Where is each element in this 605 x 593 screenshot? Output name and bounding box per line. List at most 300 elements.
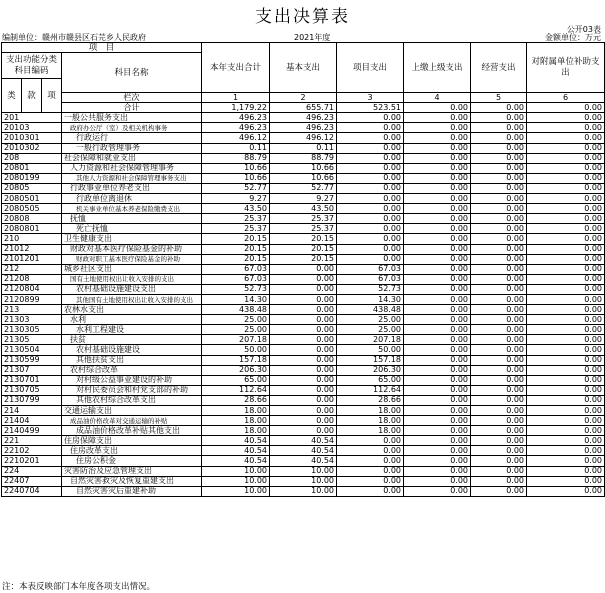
row-value: 25.37 <box>270 214 337 224</box>
row-value: 0.00 <box>337 446 404 456</box>
row-code: 210 <box>2 234 62 244</box>
row-value: 20.15 <box>202 244 270 254</box>
row-value: 0.00 <box>527 355 605 365</box>
row-value: 0.00 <box>270 284 337 294</box>
row-value: 0.00 <box>337 204 404 214</box>
table-row <box>2 274 605 284</box>
row-value: 0.00 <box>471 325 527 335</box>
row-subject-name: 农村综合改革 <box>62 365 202 375</box>
row-value: 65.00 <box>202 375 270 385</box>
table-row <box>2 284 605 294</box>
row-value: 10.00 <box>202 486 270 496</box>
table-row <box>2 204 605 214</box>
row-code: 2080505 <box>2 204 62 214</box>
row-value: 10.00 <box>202 476 270 486</box>
row-subject-name: 机关事业单位基本养老保险缴费支出 <box>62 204 202 214</box>
meta-line <box>2 32 601 42</box>
row-value: 0.00 <box>527 335 605 345</box>
row-value: 67.03 <box>337 264 404 274</box>
row-subject-name: 政府办公厅（室）及相关机构事务 <box>62 123 202 133</box>
row-code: 2101201 <box>2 254 62 264</box>
row-value: 0.00 <box>527 395 605 405</box>
row-value: 0.00 <box>471 335 527 345</box>
row-value: 25.00 <box>202 315 270 325</box>
row-value: 0.00 <box>270 375 337 385</box>
row-value: 0.00 <box>527 123 605 133</box>
row-value: 18.00 <box>337 426 404 436</box>
row-value: 0.00 <box>471 143 527 153</box>
header-basic: 基本支出 <box>270 43 337 93</box>
col-num: 1 <box>202 93 270 103</box>
row-value: 0.00 <box>404 446 471 456</box>
row-value: 52.73 <box>202 284 270 294</box>
row-code: 2130799 <box>2 395 62 405</box>
row-value: 0.00 <box>527 153 605 163</box>
table-row <box>2 234 605 244</box>
row-value: 0.00 <box>471 406 527 416</box>
row-code: 2130504 <box>2 345 62 355</box>
row-value: 0.00 <box>527 194 605 204</box>
table-row <box>2 345 605 355</box>
row-value: 0.00 <box>527 315 605 325</box>
row-value: 40.54 <box>270 446 337 456</box>
row-subject-name: 其他农村综合改革支出 <box>62 395 202 405</box>
row-value: 0.00 <box>404 416 471 426</box>
table-row <box>2 436 605 446</box>
footnote: 注：本表反映部门本年度各项支出情况。 <box>2 582 156 592</box>
row-code: 20801 <box>2 163 62 173</box>
row-value: 0.00 <box>471 436 527 446</box>
row-value: 0.00 <box>527 224 605 234</box>
row-value: 9.27 <box>270 194 337 204</box>
table-row <box>2 325 605 335</box>
row-value: 67.03 <box>202 274 270 284</box>
table-row <box>2 476 605 486</box>
table-row <box>2 446 605 456</box>
table-row <box>2 173 605 183</box>
row-value: 0.00 <box>527 204 605 214</box>
row-subject-name: 其他扶贫支出 <box>62 355 202 365</box>
row-value: 0.00 <box>404 305 471 315</box>
row-value: 157.18 <box>337 355 404 365</box>
row-code: 214 <box>2 406 62 416</box>
row-value: 0.00 <box>527 264 605 274</box>
row-value: 0.00 <box>404 153 471 163</box>
row-value: 438.48 <box>337 305 404 315</box>
row-value: 10.66 <box>270 173 337 183</box>
row-code: 2210201 <box>2 456 62 466</box>
row-value: 0.11 <box>202 143 270 153</box>
row-value: 0.00 <box>404 385 471 395</box>
row-value: 0.00 <box>527 143 605 153</box>
row-value: 0.00 <box>404 173 471 183</box>
row-value: 0.00 <box>471 476 527 486</box>
row-value: 0.00 <box>471 315 527 325</box>
row-value: 0.00 <box>527 113 605 123</box>
row-value: 0.00 <box>404 244 471 254</box>
row-value: 28.66 <box>337 395 404 405</box>
unit-label: 编制单位：赣州市赣县区石芫乡人民政府 <box>2 33 146 42</box>
row-code: 21307 <box>2 365 62 375</box>
row-value: 0.00 <box>404 315 471 325</box>
row-value: 43.50 <box>202 204 270 214</box>
row-value: 0.00 <box>337 224 404 234</box>
row-value: 0.00 <box>337 143 404 153</box>
row-value: 0.00 <box>404 436 471 446</box>
row-subject-name: 成品油价格改革补贴其他支出 <box>62 426 202 436</box>
sum-value: 0.00 <box>404 103 471 113</box>
row-code: 2240704 <box>2 486 62 496</box>
row-value: 10.66 <box>202 173 270 183</box>
row-subject-name: 水利工程建设 <box>62 325 202 335</box>
row-value: 0.00 <box>471 274 527 284</box>
row-value: 0.00 <box>404 113 471 123</box>
header-upper-subsidy: 上缴上级支出 <box>404 43 471 93</box>
row-value: 0.00 <box>337 163 404 173</box>
row-subject-name: 对村民委员会和村党支部的补助 <box>62 385 202 395</box>
row-value: 0.00 <box>471 365 527 375</box>
row-value: 0.00 <box>471 294 527 304</box>
row-value: 496.12 <box>202 133 270 143</box>
row-value: 0.00 <box>471 416 527 426</box>
col-num: 4 <box>404 93 471 103</box>
row-value: 0.00 <box>404 476 471 486</box>
row-value: 0.00 <box>404 375 471 385</box>
row-value: 88.79 <box>202 153 270 163</box>
row-value: 496.12 <box>270 133 337 143</box>
row-subject-name: 卫生健康支出 <box>62 234 202 244</box>
row-value: 0.00 <box>527 436 605 446</box>
row-value: 0.00 <box>270 335 337 345</box>
row-subject-name: 财政对职工基本医疗保险基金的补助 <box>62 254 202 264</box>
row-value: 20.15 <box>202 254 270 264</box>
row-code: 2130599 <box>2 355 62 365</box>
row-subject-name: 农村基础设施建设 <box>62 345 202 355</box>
row-value: 0.00 <box>404 294 471 304</box>
header-lei: 类 <box>2 79 22 113</box>
row-value: 0.00 <box>471 264 527 274</box>
row-value: 0.00 <box>404 264 471 274</box>
table-row <box>2 153 605 163</box>
row-value: 0.00 <box>527 486 605 496</box>
row-value: 0.00 <box>527 466 605 476</box>
page-title: 支出决算表 <box>255 7 350 27</box>
row-subject-name: 农林水支出 <box>62 305 202 315</box>
row-code: 2010302 <box>2 143 62 153</box>
row-value: 0.00 <box>471 153 527 163</box>
row-value: 0.00 <box>527 375 605 385</box>
table-row <box>2 143 605 153</box>
col-num: 5 <box>471 93 527 103</box>
row-value: 0.00 <box>404 486 471 496</box>
sum-value: 523.51 <box>337 103 404 113</box>
row-code: 2080199 <box>2 173 62 183</box>
row-value: 88.79 <box>270 153 337 163</box>
row-value: 0.00 <box>404 345 471 355</box>
year-label: 2021年度 <box>294 33 331 42</box>
col-num: 3 <box>337 93 404 103</box>
row-value: 67.03 <box>337 274 404 284</box>
table-row <box>2 254 605 264</box>
row-value: 10.00 <box>270 476 337 486</box>
table-row <box>2 416 605 426</box>
row-value: 50.00 <box>202 345 270 355</box>
table-row <box>2 335 605 345</box>
row-subject-name: 对村级公益事业建设的补助 <box>62 375 202 385</box>
row-value: 0.00 <box>270 264 337 274</box>
row-value: 25.37 <box>270 224 337 234</box>
row-value: 10.00 <box>270 466 337 476</box>
row-value: 0.00 <box>270 355 337 365</box>
row-value: 0.00 <box>471 456 527 466</box>
row-value: 206.30 <box>337 365 404 375</box>
row-code: 20808 <box>2 214 62 224</box>
row-value: 0.00 <box>527 426 605 436</box>
row-value: 112.64 <box>337 385 404 395</box>
row-value: 0.00 <box>471 466 527 476</box>
row-value: 10.00 <box>270 486 337 496</box>
row-value: 0.00 <box>404 395 471 405</box>
row-value: 0.00 <box>404 274 471 284</box>
header-affiliated: 对附属单位补助支出 <box>527 43 605 93</box>
row-code: 201 <box>2 113 62 123</box>
header-func-code: 支出功能分类科目编码 <box>2 53 62 79</box>
row-value: 0.00 <box>527 214 605 224</box>
row-value: 0.00 <box>471 123 527 133</box>
row-value: 0.00 <box>527 163 605 173</box>
row-value: 157.18 <box>202 355 270 365</box>
row-value: 0.00 <box>404 365 471 375</box>
row-value: 0.00 <box>337 133 404 143</box>
row-subject-name: 城乡社区支出 <box>62 264 202 274</box>
row-value: 0.00 <box>337 214 404 224</box>
row-value: 0.00 <box>337 466 404 476</box>
row-value: 40.54 <box>202 436 270 446</box>
row-value: 0.00 <box>471 355 527 365</box>
row-value: 10.00 <box>202 466 270 476</box>
row-value: 0.00 <box>527 325 605 335</box>
row-subject-name: 交通运输支出 <box>62 406 202 416</box>
row-value: 0.00 <box>527 345 605 355</box>
row-value: 0.00 <box>471 194 527 204</box>
row-value: 0.00 <box>527 446 605 456</box>
row-code: 212 <box>2 264 62 274</box>
row-value: 0.00 <box>404 426 471 436</box>
row-value: 10.66 <box>270 163 337 173</box>
table-row <box>2 375 605 385</box>
table-row <box>2 113 605 123</box>
row-value: 0.00 <box>270 315 337 325</box>
row-code: 2080501 <box>2 194 62 204</box>
row-value: 0.00 <box>527 173 605 183</box>
row-value: 0.00 <box>404 123 471 133</box>
row-value: 20.15 <box>270 234 337 244</box>
row-value: 0.00 <box>527 244 605 254</box>
row-value: 0.00 <box>404 284 471 294</box>
row-code: 2130705 <box>2 385 62 395</box>
table-row <box>2 264 605 274</box>
row-value: 25.37 <box>202 214 270 224</box>
row-code: 21305 <box>2 335 62 345</box>
sum-value: 0.00 <box>471 103 527 113</box>
row-value: 0.00 <box>527 476 605 486</box>
row-code: 2140499 <box>2 426 62 436</box>
row-code: 22102 <box>2 446 62 456</box>
row-subject-name: 自然灾害救灾及恢复重建支出 <box>62 476 202 486</box>
row-code: 208 <box>2 153 62 163</box>
row-value: 18.00 <box>202 406 270 416</box>
row-value: 0.00 <box>337 183 404 193</box>
row-value: 0.00 <box>404 325 471 335</box>
row-code: 2130701 <box>2 375 62 385</box>
row-code: 20805 <box>2 183 62 193</box>
row-value: 0.00 <box>471 446 527 456</box>
table-row <box>2 214 605 224</box>
row-value: 18.00 <box>202 426 270 436</box>
table-row <box>2 224 605 234</box>
row-code: 221 <box>2 436 62 446</box>
row-value: 0.00 <box>471 214 527 224</box>
row-value: 14.30 <box>337 294 404 304</box>
row-value: 0.00 <box>337 486 404 496</box>
header-operating: 经营支出 <box>471 43 527 93</box>
row-value: 0.00 <box>337 123 404 133</box>
row-value: 0.00 <box>337 244 404 254</box>
row-value: 0.00 <box>471 224 527 234</box>
row-value: 0.00 <box>471 305 527 315</box>
row-value: 0.00 <box>337 153 404 163</box>
row-value: 0.00 <box>337 234 404 244</box>
header-total: 本年支出合计 <box>202 43 270 93</box>
row-subject-name: 其他人力资源和社会保障管理事务支出 <box>62 173 202 183</box>
row-value: 9.27 <box>202 194 270 204</box>
row-value: 20.15 <box>270 244 337 254</box>
table-row <box>2 395 605 405</box>
row-subject-name: 成品油价格改革对交通运输的补贴 <box>62 416 202 426</box>
table-row <box>2 305 605 315</box>
row-subject-name: 水利 <box>62 315 202 325</box>
row-code: 21404 <box>2 416 62 426</box>
row-value: 0.00 <box>404 456 471 466</box>
row-value: 0.00 <box>471 113 527 123</box>
row-value: 0.00 <box>270 385 337 395</box>
row-subject-name: 国有土地使用权出让收入安排的支出 <box>62 274 202 284</box>
row-value: 438.48 <box>202 305 270 315</box>
row-value: 207.18 <box>337 335 404 345</box>
row-value: 50.00 <box>337 345 404 355</box>
table-row <box>2 385 605 395</box>
row-value: 40.54 <box>270 456 337 466</box>
row-value: 496.23 <box>202 123 270 133</box>
header-col-order: 栏次 <box>62 93 202 103</box>
table-row <box>2 486 605 496</box>
row-value: 40.54 <box>202 446 270 456</box>
row-value: 0.00 <box>337 456 404 466</box>
row-value: 0.00 <box>471 133 527 143</box>
row-value: 0.00 <box>404 163 471 173</box>
row-value: 0.00 <box>527 385 605 395</box>
row-subject-name: 扶贫 <box>62 335 202 345</box>
money-unit-label: 金额单位：万元 <box>545 33 601 42</box>
row-subject-name: 住房改革支出 <box>62 446 202 456</box>
row-value: 0.00 <box>337 436 404 446</box>
row-value: 0.00 <box>527 183 605 193</box>
row-subject-name: 住房公积金 <box>62 456 202 466</box>
table-row <box>2 133 605 143</box>
expenditure-table <box>1 42 605 497</box>
doc-number: 公开03表 <box>566 25 601 34</box>
row-subject-name: 人力资源和社会保障管理事务 <box>62 163 202 173</box>
row-value: 67.03 <box>202 264 270 274</box>
table-row <box>2 123 605 133</box>
sum-label: 合计 <box>62 103 202 113</box>
row-value: 43.50 <box>270 204 337 214</box>
row-value: 0.00 <box>270 294 337 304</box>
row-value: 0.00 <box>471 284 527 294</box>
row-value: 0.00 <box>270 395 337 405</box>
row-value: 0.00 <box>404 335 471 345</box>
row-value: 206.30 <box>202 365 270 375</box>
table-row <box>2 294 605 304</box>
row-subject-name: 社会保障和就业支出 <box>62 153 202 163</box>
row-value: 0.00 <box>527 294 605 304</box>
row-subject-name: 行政事业单位养老支出 <box>62 183 202 193</box>
header-subject-name: 科目名称 <box>62 53 202 93</box>
row-value: 0.00 <box>270 406 337 416</box>
row-code: 20103 <box>2 123 62 133</box>
row-value: 0.00 <box>527 365 605 375</box>
row-value: 18.00 <box>202 416 270 426</box>
table-row <box>2 466 605 476</box>
row-value: 0.00 <box>404 254 471 264</box>
row-value: 0.00 <box>404 194 471 204</box>
row-value: 0.00 <box>404 355 471 365</box>
row-value: 0.00 <box>337 113 404 123</box>
row-value: 0.00 <box>471 375 527 385</box>
sum-value: 655.71 <box>270 103 337 113</box>
header-xiang: 项 <box>42 79 62 113</box>
row-subject-name: 其他国有土地使用权出让收入安排的支出 <box>62 294 202 304</box>
row-subject-name: 抚恤 <box>62 214 202 224</box>
row-code: 2080801 <box>2 224 62 234</box>
row-value: 52.77 <box>202 183 270 193</box>
row-value: 0.00 <box>270 325 337 335</box>
row-value: 0.00 <box>404 224 471 234</box>
row-value: 0.00 <box>270 365 337 375</box>
row-value: 0.00 <box>270 416 337 426</box>
row-value: 207.18 <box>202 335 270 345</box>
row-value: 14.30 <box>202 294 270 304</box>
row-value: 28.66 <box>202 395 270 405</box>
row-subject-name: 行政运行 <box>62 133 202 143</box>
row-value: 0.00 <box>527 284 605 294</box>
row-value: 52.77 <box>270 183 337 193</box>
row-value: 0.00 <box>404 214 471 224</box>
row-value: 20.15 <box>202 234 270 244</box>
row-code: 2010301 <box>2 133 62 143</box>
row-subject-name: 行政单位离退休 <box>62 194 202 204</box>
row-value: 18.00 <box>337 416 404 426</box>
table-row <box>2 426 605 436</box>
table-row <box>2 183 605 193</box>
row-value: 65.00 <box>337 375 404 385</box>
row-value: 496.23 <box>270 113 337 123</box>
row-value: 0.00 <box>471 426 527 436</box>
row-value: 0.00 <box>527 254 605 264</box>
row-value: 0.00 <box>471 163 527 173</box>
header-project-exp: 项目支出 <box>337 43 404 93</box>
row-code: 2120899 <box>2 294 62 304</box>
